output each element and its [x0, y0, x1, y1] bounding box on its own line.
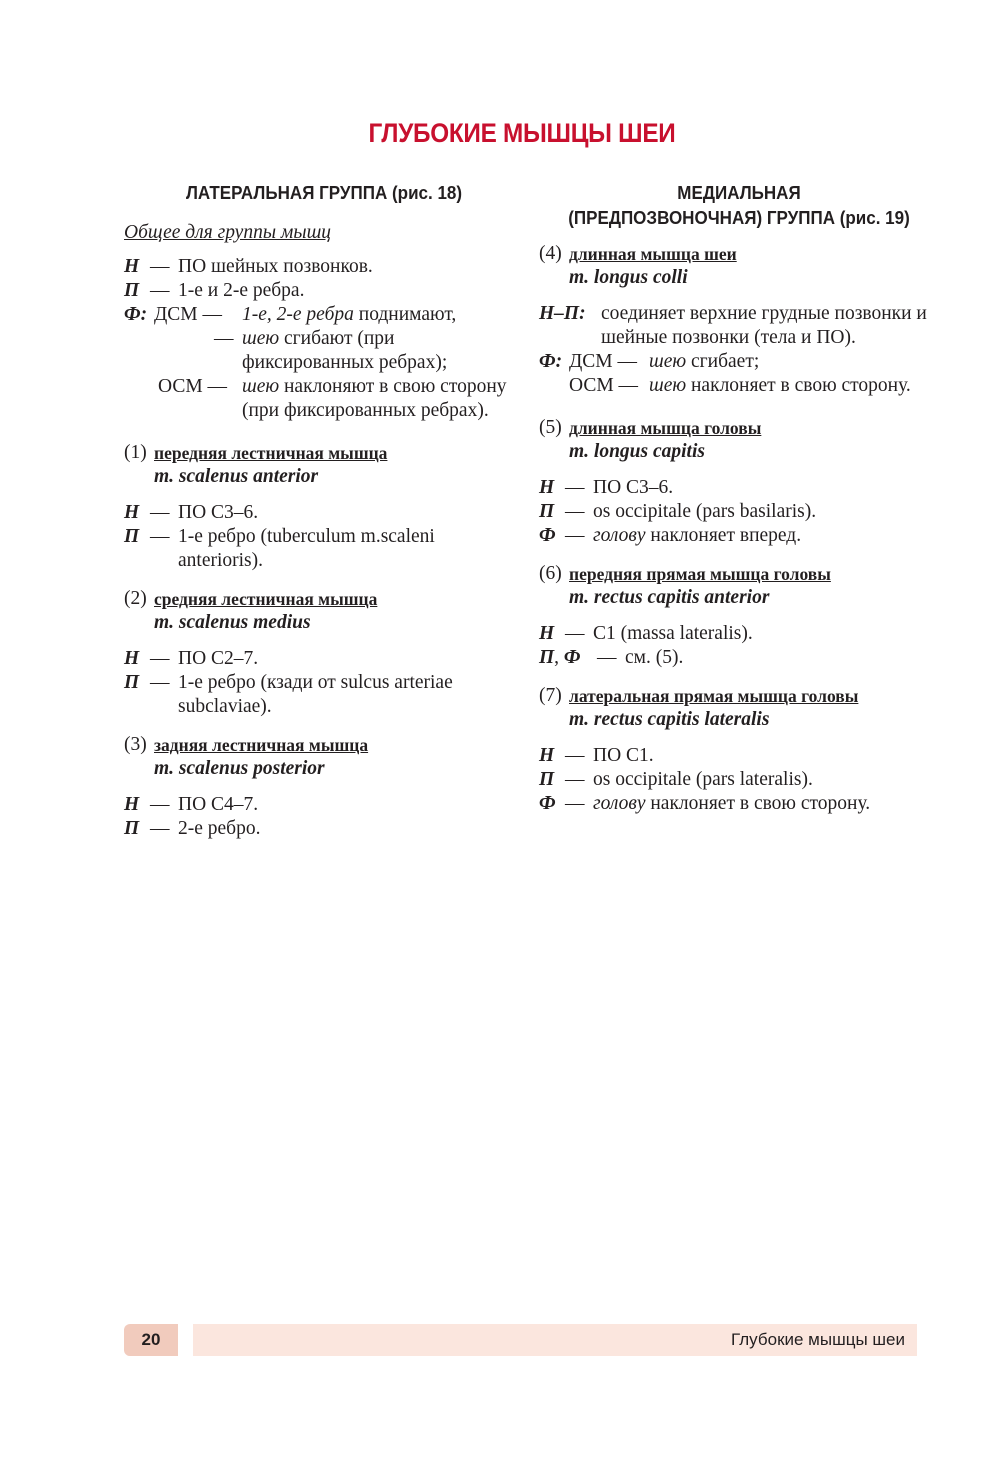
muscle-name: длинная мышца шеи: [569, 244, 737, 264]
muscle-name: длинная мышца головы: [569, 418, 762, 438]
muscle-latin-name: m. scalenus posterior: [154, 758, 325, 779]
lateral-group-heading: ЛАТЕРАЛЬНАЯ ГРУППА (рис. 18): [185, 182, 463, 203]
muscle-latin-name: m. longus colli: [569, 267, 688, 288]
muscle-entry: (4) длинная мышца шеи m. longus colli Н–П: соединяет верхние грудные позвонки и шейные позвонки (тела и ПО). Ф: ДСМ — шею сгибает; ОСМ — шею наклоняет в свою сторону.: [539, 242, 939, 398]
muscle-entry: (6) передняя прямая мышца головы m. rectus capitis anterior Н — С1 (massa lateralis). П, Ф — см. (5).: [539, 562, 939, 670]
muscle-latin-name: m. rectus capitis lateralis: [569, 709, 770, 730]
page-title: ГЛУБОКИЕ МЫШЦЫ ШЕИ: [368, 118, 676, 148]
function-row-3: ОСМ — шею наклоняют в свою сторону (при фиксированных ребрах).: [158, 376, 507, 421]
muscle-latin-name: m. rectus capitis anterior: [569, 587, 770, 608]
muscle-entry: (3) задняя лестничная мышца m. scalenus posterior Н — ПО С4–7. П — 2-е ребро.: [124, 733, 524, 841]
origin-row: Н — ПО шейных позвонков.: [124, 256, 373, 277]
insertion-row: П — 1-е и 2-е ребра.: [124, 280, 305, 301]
medial-group-column: [539, 178, 939, 816]
medial-group-heading: МЕДИАЛЬНАЯ (ПРЕДПОЗВОНОЧНАЯ) ГРУППА (рис. 19): [568, 182, 910, 228]
muscle-name: средняя лестничная мышца: [154, 589, 378, 609]
function-row-2: — шею сгибают (при фиксированных ребрах);: [214, 328, 448, 373]
muscle-name: передняя прямая мышца головы: [569, 564, 831, 584]
muscle-latin-name: m. scalenus medius: [154, 612, 311, 633]
running-footer-text: Глубокие мышцы шеи: [731, 1330, 905, 1349]
muscle-entry: (7) латеральная прямая мышца головы m. rectus capitis lateralis Н — ПО С1. П — os occipitale (pars lateralis). Ф — голову наклоняет в свою сторону.: [539, 684, 939, 816]
muscle-latin-name: m. longus capitis: [569, 441, 705, 462]
muscle-latin-name: m. scalenus anterior: [154, 466, 319, 487]
muscle-entry: (5) длинная мышца головы m. longus capitis Н — ПО С3–6. П — os occipitale (pars basilaris). Ф — голову наклоняет вперед.: [539, 416, 939, 548]
running-footer: [193, 1324, 917, 1356]
page-number: 20: [124, 1324, 178, 1356]
muscle-entry: (2) средняя лестничная мышца m. scalenus medius Н — ПО С2–7. П — 1-е ребро (кзади от sulcus arteriae subclaviae).: [124, 587, 524, 719]
general-label: Общее для группы мышц: [124, 222, 332, 243]
muscle-entry: (1) передняя лестничная мышца m. scalenus anterior Н — ПО С3–6. П — 1-е ребро (tuberculum m.scaleni anterioris).: [124, 441, 524, 573]
function-row: Ф: ДСМ — 1-е, 2-е ребра поднимают,: [124, 304, 457, 325]
muscle-name: передняя лестничная мышца: [154, 443, 388, 463]
lateral-group-column: [124, 178, 524, 841]
muscle-name: задняя лестничная мышца: [154, 735, 369, 755]
muscle-name: латеральная прямая мышца головы: [569, 686, 859, 706]
